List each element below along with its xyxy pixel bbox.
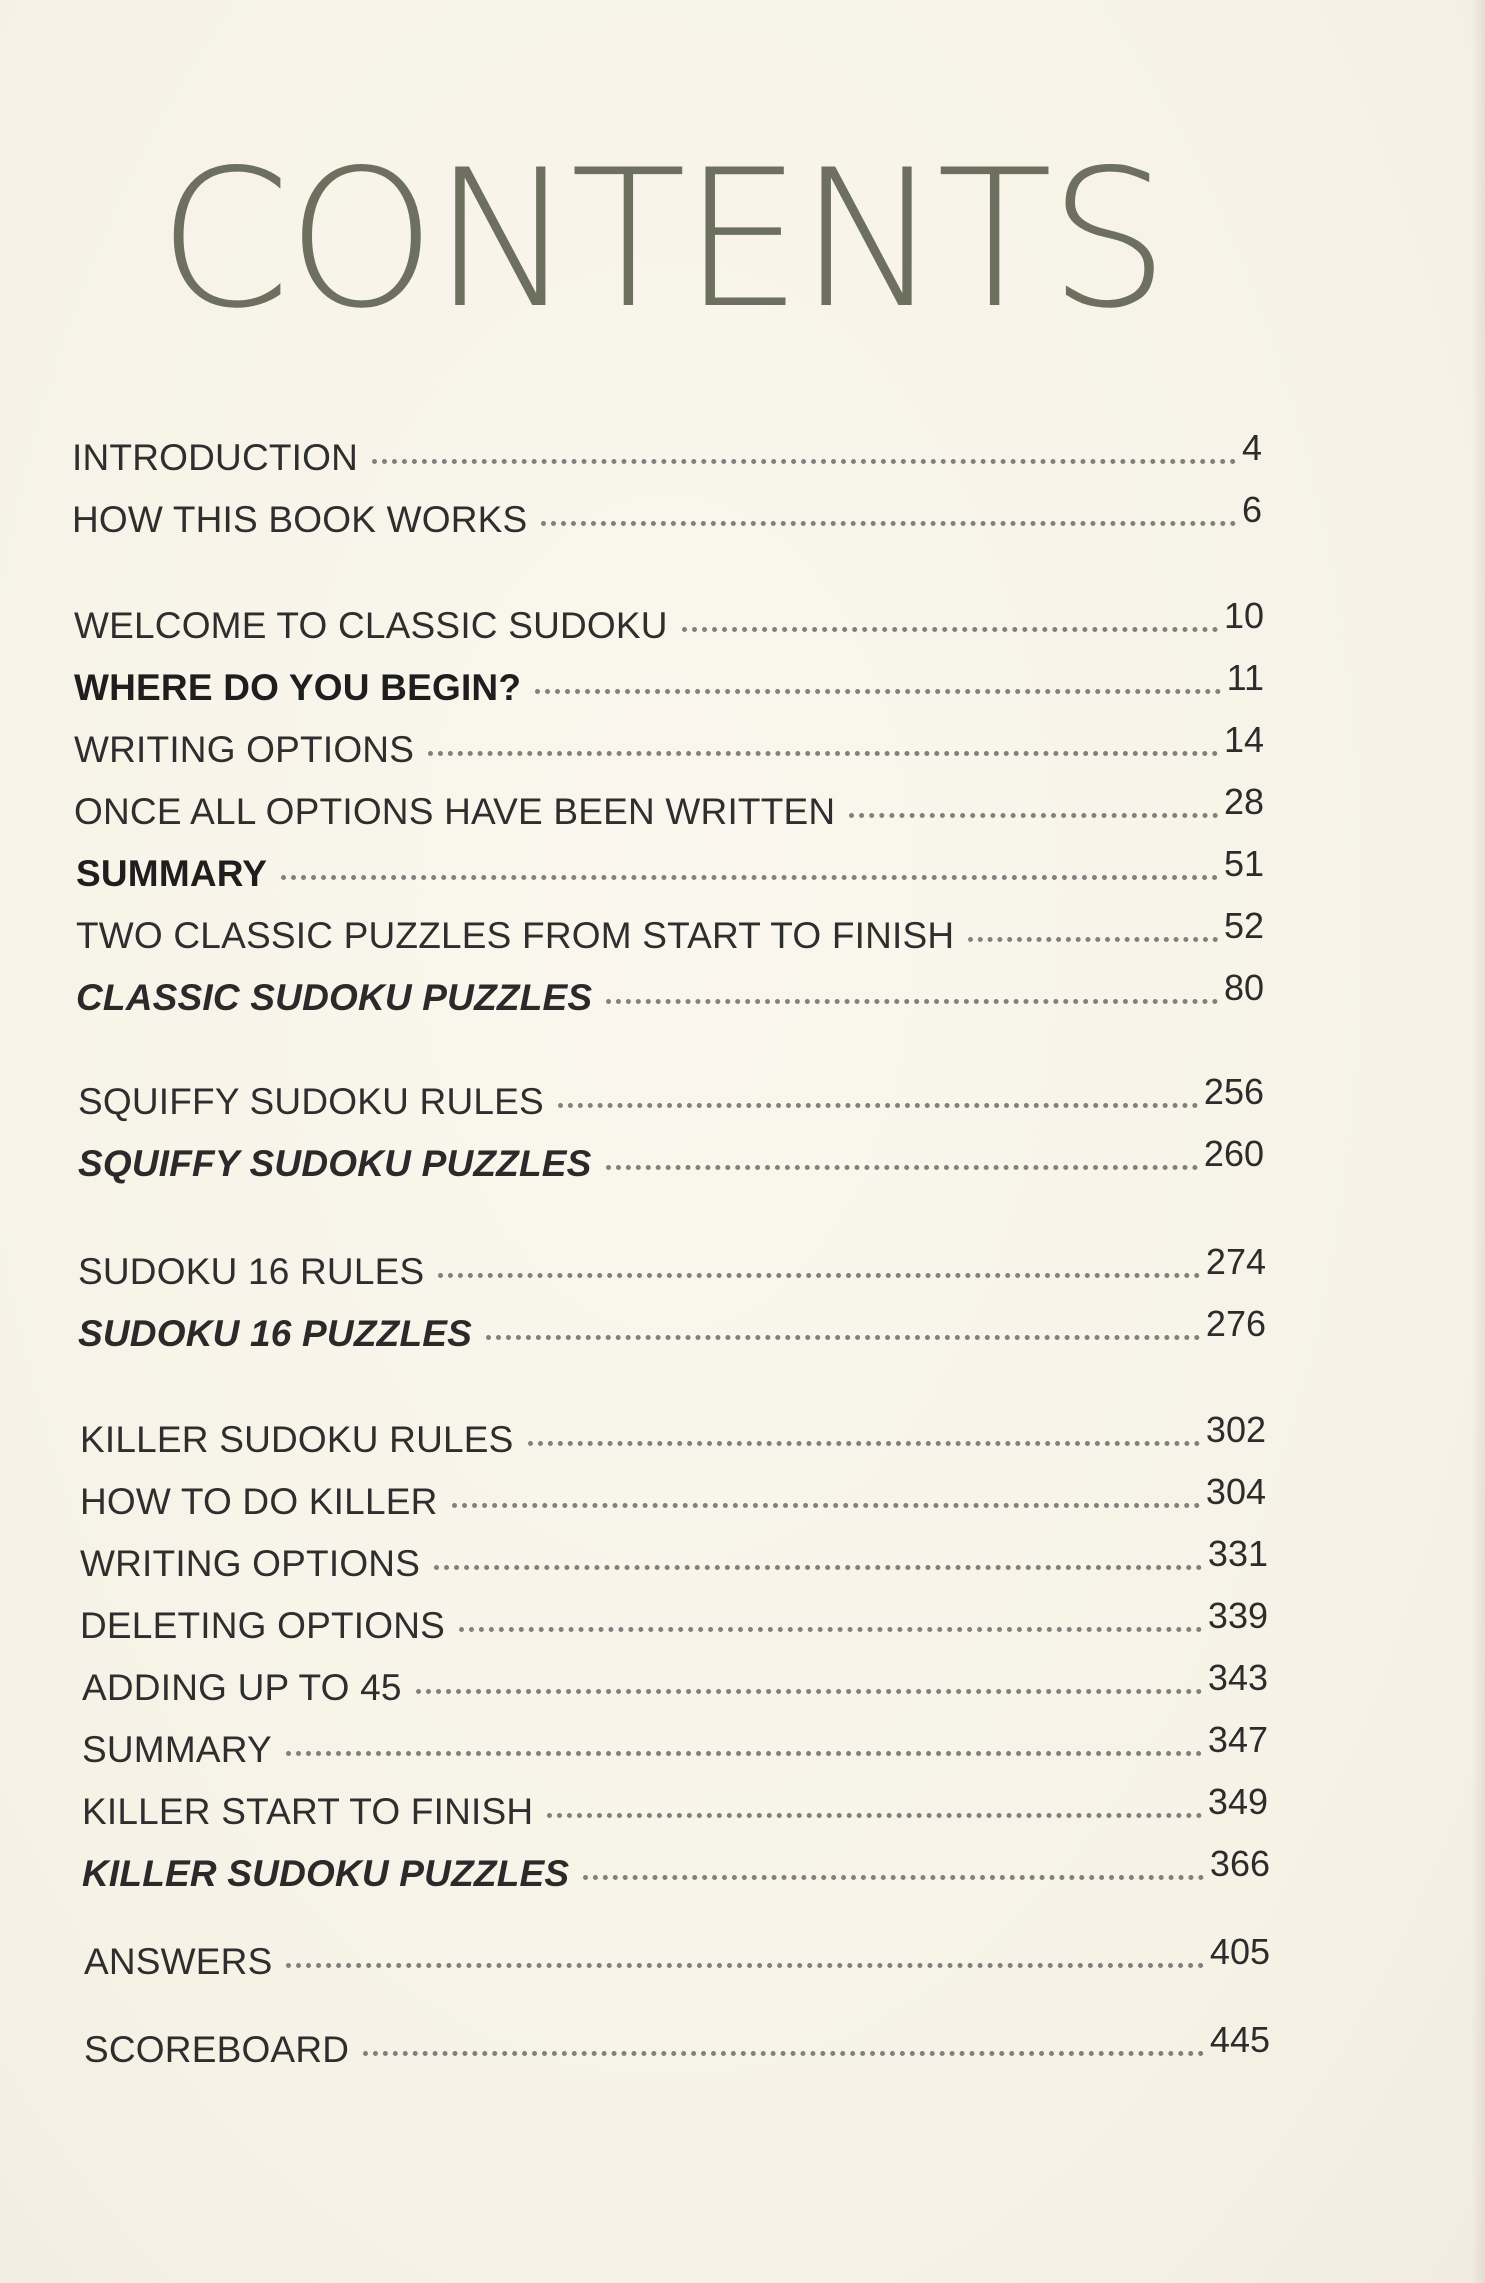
dot-leader [363, 2051, 1204, 2056]
toc-entry-page-number: 349 [1207, 1781, 1268, 1822]
toc-entry-page-number: 51 [1223, 843, 1264, 884]
page-title: CONTENTS [158, 129, 1166, 350]
toc-entry-scoreboard [84, 2019, 1270, 2074]
dot-leader [606, 999, 1218, 1004]
dot-leader [547, 1813, 1202, 1818]
dot-leader [583, 1875, 1204, 1880]
toc-entry-label: ADDING UP TO 45 [82, 1667, 402, 1708]
toc-entry-label: CLASSIC SUDOKU PUZZLES [76, 977, 593, 1018]
toc-entry-adding-up-to-45 [82, 1657, 1268, 1712]
toc-entry-label: SCOREBOARD [84, 2029, 350, 2070]
toc-entry-page-number: 405 [1209, 1931, 1270, 1972]
dot-leader [682, 627, 1218, 632]
toc-entry-page-number: 343 [1207, 1657, 1268, 1698]
toc-entry-page-number: 274 [1205, 1241, 1266, 1282]
dot-leader [438, 1273, 1200, 1278]
toc-entry-classic-sudoku-puzzles [76, 967, 1264, 1022]
toc-entry-page-number: 256 [1203, 1071, 1264, 1112]
toc-entry-page-number: 80 [1223, 967, 1264, 1008]
toc-entry-sudoku-16-puzzles [78, 1303, 1266, 1358]
toc-entry-label: KILLER START TO FINISH [82, 1791, 534, 1832]
toc-entry-where-do-you-begin [74, 657, 1264, 712]
toc-entry-killer-sudoku-puzzles [82, 1843, 1270, 1898]
dot-leader [486, 1335, 1200, 1340]
dot-leader [428, 751, 1218, 756]
toc-entry-welcome-to-classic-sudoku [74, 595, 1264, 650]
toc-entry-label: SQUIFFY SUDOKU RULES [78, 1081, 544, 1122]
toc-entry-page-number: 52 [1223, 905, 1264, 946]
dot-leader [528, 1441, 1200, 1446]
dot-leader [452, 1503, 1200, 1508]
dot-leader [286, 1963, 1203, 1968]
toc-entry-how-this-book-works [72, 489, 1262, 544]
toc-entry-label: HOW TO DO KILLER [80, 1481, 438, 1522]
dot-leader [416, 1689, 1202, 1694]
toc-entry-label: SUDOKU 16 PUZZLES [78, 1313, 473, 1354]
toc-entry-page-number: 347 [1207, 1719, 1268, 1760]
toc-entry-label: WHERE DO YOU BEGIN? [74, 667, 522, 708]
toc-entry-page-number: 6 [1241, 489, 1262, 530]
dot-leader [459, 1627, 1202, 1632]
toc-entry-writing-options [74, 719, 1264, 774]
toc-entry-label: TWO CLASSIC PUZZLES FROM START TO FINISH [76, 915, 955, 956]
toc-entry-label: ONCE ALL OPTIONS HAVE BEEN WRITTEN [74, 791, 836, 832]
toc-entry-deleting-options [80, 1595, 1268, 1650]
toc-entry-label: WELCOME TO CLASSIC SUDOKU [74, 605, 668, 646]
toc-entry-squiffy-sudoku-puzzles [78, 1133, 1264, 1188]
toc-entry-squiffy-sudoku-rules [78, 1071, 1264, 1126]
toc-entry-label: HOW THIS BOOK WORKS [72, 499, 528, 540]
toc-entry-killer-start-to-finish [82, 1781, 1268, 1836]
toc-entry-sudoku-16-rules [78, 1241, 1266, 1296]
toc-entry-introduction [72, 427, 1262, 482]
toc-entry-label: KILLER SUDOKU PUZZLES [82, 1853, 570, 1894]
toc-entry-label: WRITING OPTIONS [74, 729, 415, 770]
toc-entry-page-number: 304 [1205, 1471, 1266, 1512]
dot-leader [968, 937, 1218, 942]
toc-entry-two-classic-puzzles [76, 905, 1264, 960]
toc-entry-page-number: 14 [1223, 719, 1264, 760]
dot-leader [281, 875, 1218, 880]
dot-leader [849, 813, 1218, 818]
dot-leader [606, 1165, 1198, 1170]
toc-entry-label: SUMMARY [76, 853, 268, 894]
dot-leader [558, 1103, 1198, 1108]
toc-entry-killer-sudoku-rules [80, 1409, 1266, 1464]
dot-leader [286, 1751, 1202, 1756]
toc-entry-page-number: 28 [1223, 781, 1264, 822]
toc-entry-label: SUDOKU 16 RULES [78, 1251, 425, 1292]
toc-entry-page-number: 366 [1209, 1843, 1270, 1884]
toc-entry-page-number: 302 [1205, 1409, 1266, 1450]
dot-leader [541, 521, 1236, 526]
toc-entry-label: SQUIFFY SUDOKU PUZZLES [78, 1143, 592, 1184]
toc-entry-label: DELETING OPTIONS [80, 1605, 446, 1646]
toc-entry-summary [76, 843, 1264, 898]
toc-entry-killer-summary [82, 1719, 1268, 1774]
toc-entry-page-number: 339 [1207, 1595, 1268, 1636]
toc-entry-page-number: 445 [1209, 2019, 1270, 2060]
toc-entry-label: WRITING OPTIONS [80, 1543, 421, 1584]
dot-leader [434, 1565, 1202, 1570]
toc-entry-answers [84, 1931, 1270, 1986]
toc-entry-how-to-do-killer [80, 1471, 1266, 1526]
toc-entry-page-number: 331 [1207, 1533, 1268, 1574]
toc-entry-once-all-options-written [74, 781, 1264, 836]
toc-entry-page-number: 10 [1223, 595, 1264, 636]
toc-entry-label: SUMMARY [82, 1729, 272, 1770]
toc-entry-page-number: 260 [1203, 1133, 1264, 1174]
toc-entry-label: INTRODUCTION [72, 437, 359, 478]
toc-entry-page-number: 276 [1205, 1303, 1266, 1344]
toc-entry-killer-writing-options [80, 1533, 1268, 1588]
dot-leader [535, 689, 1220, 694]
toc-entry-label: ANSWERS [84, 1941, 273, 1982]
toc-entry-page-number: 4 [1241, 427, 1262, 468]
toc-entry-label: KILLER SUDOKU RULES [80, 1419, 514, 1460]
dot-leader [372, 459, 1236, 464]
toc-entry-page-number: 11 [1226, 657, 1264, 698]
